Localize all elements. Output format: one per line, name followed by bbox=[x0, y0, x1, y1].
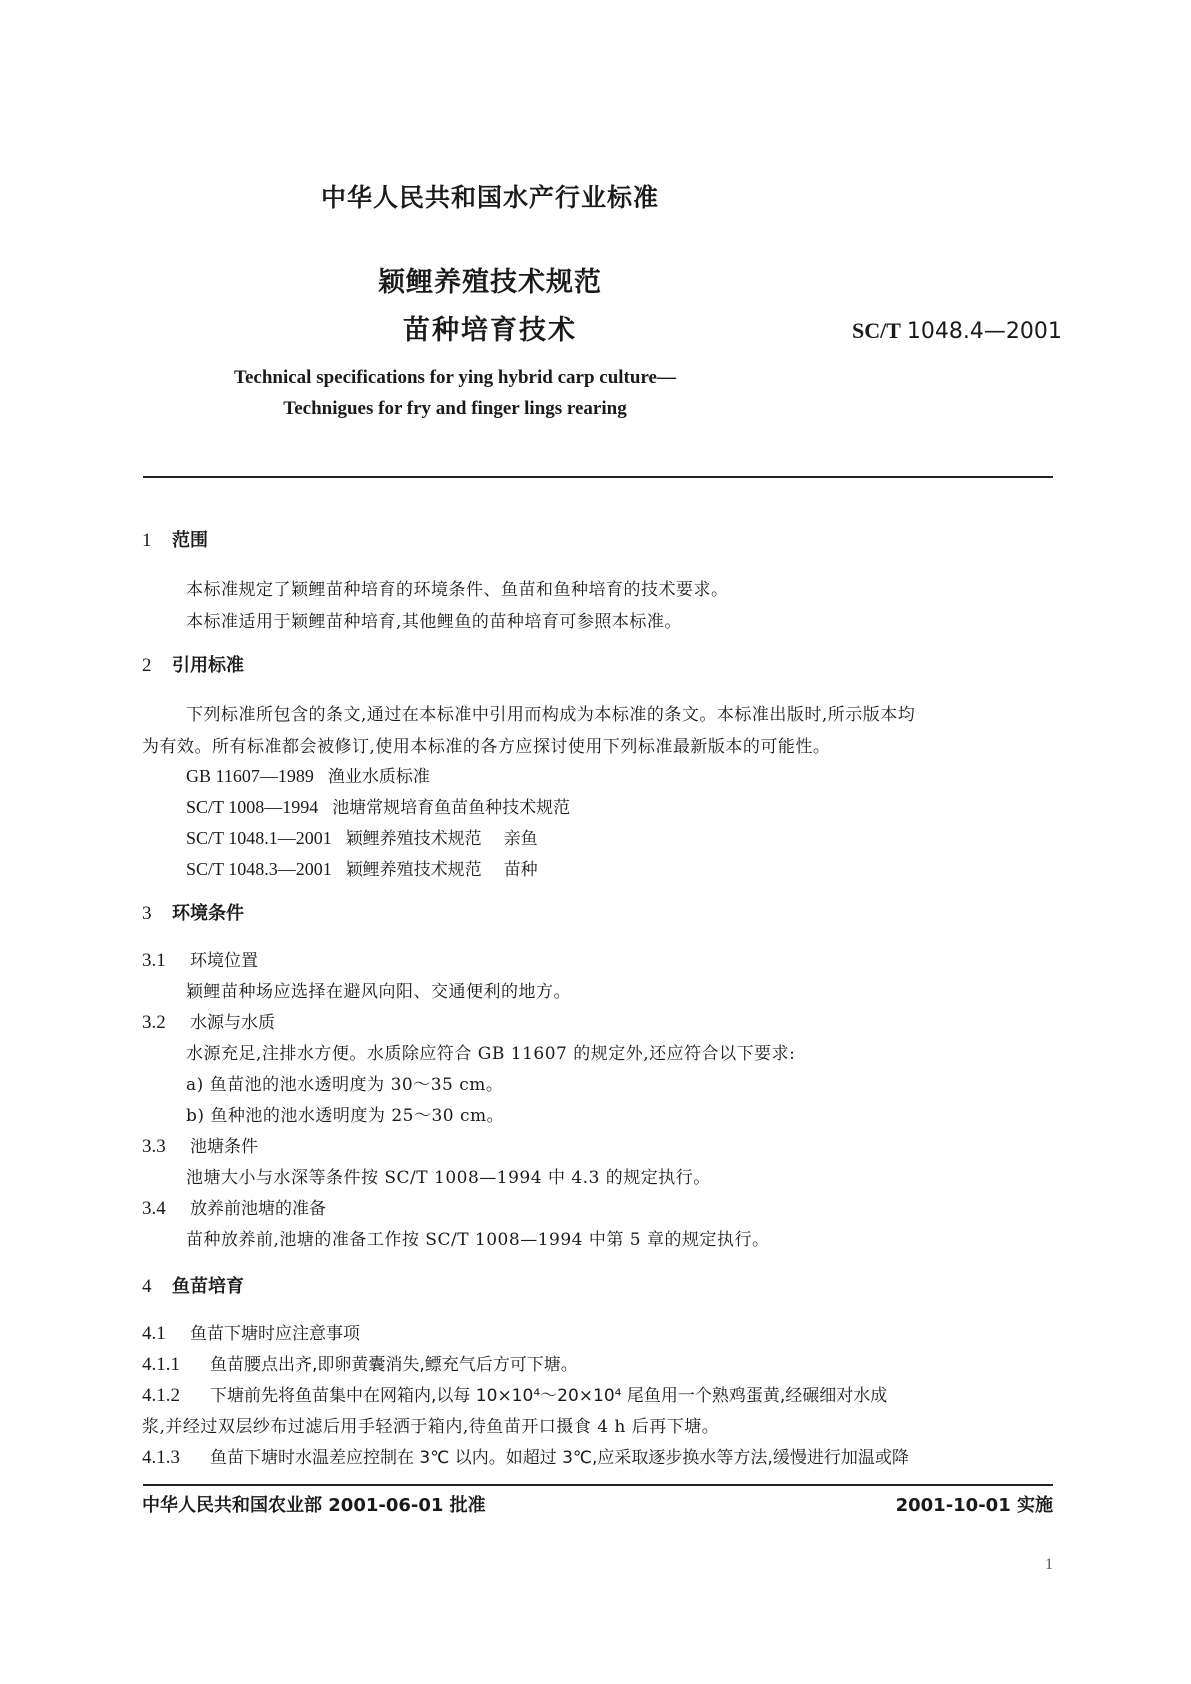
reference-code: GB 11607—1989 bbox=[186, 766, 314, 786]
clause-4-1-2 bbox=[142, 1381, 887, 1407]
english-title-line-2: Technigues for fry and finger lings rearing bbox=[283, 398, 627, 419]
issuer-title: 中华人民共和国水产行业标准 bbox=[320, 183, 659, 212]
section-2-heading bbox=[142, 651, 244, 677]
section-number: 1 bbox=[142, 530, 152, 551]
paragraph: 苗种放养前,池塘的准备工作按 SC/T 1008—1994 中第 5 章的规定执行。 bbox=[186, 1230, 770, 1250]
reference-item bbox=[186, 855, 538, 880]
reference-title: 颖鲤养殖技术规范 bbox=[345, 829, 482, 849]
section-4-heading bbox=[142, 1272, 244, 1298]
reference-code: SC/T 1048.3—2001 bbox=[186, 859, 332, 879]
document-subtitle: 苗种培育技术 bbox=[403, 315, 577, 346]
paragraph: 本标准适用于颖鲤苗种培育,其他鲤鱼的苗种培育可参照本标准。 bbox=[186, 612, 682, 632]
clause-4-1-3 bbox=[142, 1443, 909, 1469]
reference-item bbox=[186, 824, 538, 849]
subsection-3-3-heading bbox=[142, 1132, 258, 1158]
subsection-3-4-heading bbox=[142, 1194, 326, 1220]
section-title: 鱼苗培育 bbox=[172, 1276, 244, 1297]
subsection-title: 放养前池塘的准备 bbox=[190, 1199, 326, 1219]
subsection-title: 环境位置 bbox=[190, 951, 258, 971]
english-title-line-1: Technical specifications for ying hybrid carp culture— bbox=[234, 367, 676, 388]
subsection-number: 3.1 bbox=[142, 950, 166, 971]
subsection-title: 鱼苗下塘时应注意事项 bbox=[190, 1324, 360, 1344]
subsection-number: 3.2 bbox=[142, 1012, 166, 1033]
clause-text: 鱼苗下塘时水温差应控制在 3℃ 以内。如超过 3℃,应采取逐步换水等方法,缓慢进行加温或降 bbox=[210, 1448, 909, 1468]
paragraph: 水源充足,注排水方便。水质除应符合 GB 11607 的规定外,还应符合以下要求: bbox=[186, 1044, 796, 1064]
page-number: 1 bbox=[1045, 1556, 1053, 1573]
list-item: a) 鱼苗池的池水透明度为 30～35 cm。 bbox=[186, 1075, 504, 1095]
effective-date: 2001-10-01 实施 bbox=[895, 1495, 1053, 1516]
document-title: 颖鲤养殖技术规范 bbox=[378, 267, 602, 298]
section-number: 2 bbox=[142, 655, 152, 676]
section-number: 3 bbox=[142, 903, 152, 924]
section-3-heading bbox=[142, 899, 244, 925]
standard-code: 1048.4—2001 bbox=[906, 319, 1062, 344]
reference-title: 池塘常规培育鱼苗鱼种技术规范 bbox=[332, 798, 571, 818]
footer-divider bbox=[143, 1484, 1053, 1486]
subsection-3-1-heading bbox=[142, 946, 258, 972]
reference-item bbox=[186, 762, 430, 787]
paragraph: 为有效。所有标准都会被修订,使用本标准的各方应探讨使用下列标准最新版本的可能性。 bbox=[142, 737, 831, 757]
clause-number: 4.1.1 bbox=[142, 1354, 180, 1375]
paragraph: 本标准规定了颖鲤苗种培育的环境条件、鱼苗和鱼种培育的技术要求。 bbox=[186, 580, 729, 600]
clause-text: 下塘前先将鱼苗集中在网箱内,以每 10×10⁴～20×10⁴ 尾鱼用一个熟鸡蛋黄,经碾细对水成 bbox=[210, 1386, 888, 1406]
list-item: b) 鱼种池的池水透明度为 25～30 cm。 bbox=[186, 1106, 505, 1126]
section-title: 范围 bbox=[172, 530, 208, 551]
standard-prefix: SC/T bbox=[852, 318, 901, 343]
standard-number bbox=[852, 318, 1062, 344]
reference-code: SC/T 1008—1994 bbox=[186, 797, 319, 817]
subsection-number: 3.4 bbox=[142, 1198, 166, 1219]
approval-date: 中华人民共和国农业部 2001-06-01 批准 bbox=[142, 1495, 486, 1516]
header-divider bbox=[143, 476, 1053, 478]
clause-text: 鱼苗腰点出齐,即卵黄囊消失,鳔充气后方可下塘。 bbox=[210, 1355, 578, 1375]
subsection-title: 池塘条件 bbox=[190, 1137, 258, 1157]
clause-continuation: 浆,并经过双层纱布过滤后用手轻洒于箱内,待鱼苗开口摄食 4 h 后再下塘。 bbox=[142, 1417, 720, 1437]
paragraph: 颖鲤苗种场应选择在避风向阳、交通便利的地方。 bbox=[186, 982, 571, 1002]
subsection-title: 水源与水质 bbox=[190, 1013, 275, 1033]
section-title: 引用标准 bbox=[172, 655, 244, 676]
reference-title: 渔业水质标准 bbox=[327, 767, 430, 787]
paragraph: 下列标准所包含的条文,通过在本标准中引用而构成为本标准的条文。本标准出版时,所示版本均 bbox=[186, 705, 916, 725]
section-title: 环境条件 bbox=[172, 903, 244, 924]
subsection-4-1-heading bbox=[142, 1319, 360, 1345]
reference-subtitle: 苗种 bbox=[503, 860, 538, 880]
subsection-3-2-heading bbox=[142, 1008, 275, 1034]
paragraph: 池塘大小与水深等条件按 SC/T 1008—1994 中 4.3 的规定执行。 bbox=[186, 1168, 711, 1188]
reference-item bbox=[186, 793, 570, 818]
section-number: 4 bbox=[142, 1276, 152, 1297]
reference-subtitle: 亲鱼 bbox=[503, 829, 538, 849]
reference-title: 颖鲤养殖技术规范 bbox=[345, 860, 482, 880]
subsection-number: 3.3 bbox=[142, 1136, 166, 1157]
clause-4-1-1 bbox=[142, 1350, 578, 1376]
clause-number: 4.1.3 bbox=[142, 1447, 180, 1468]
subsection-number: 4.1 bbox=[142, 1323, 166, 1344]
section-1-heading bbox=[142, 526, 208, 552]
reference-code: SC/T 1048.1—2001 bbox=[186, 828, 332, 848]
clause-number: 4.1.2 bbox=[142, 1385, 180, 1406]
